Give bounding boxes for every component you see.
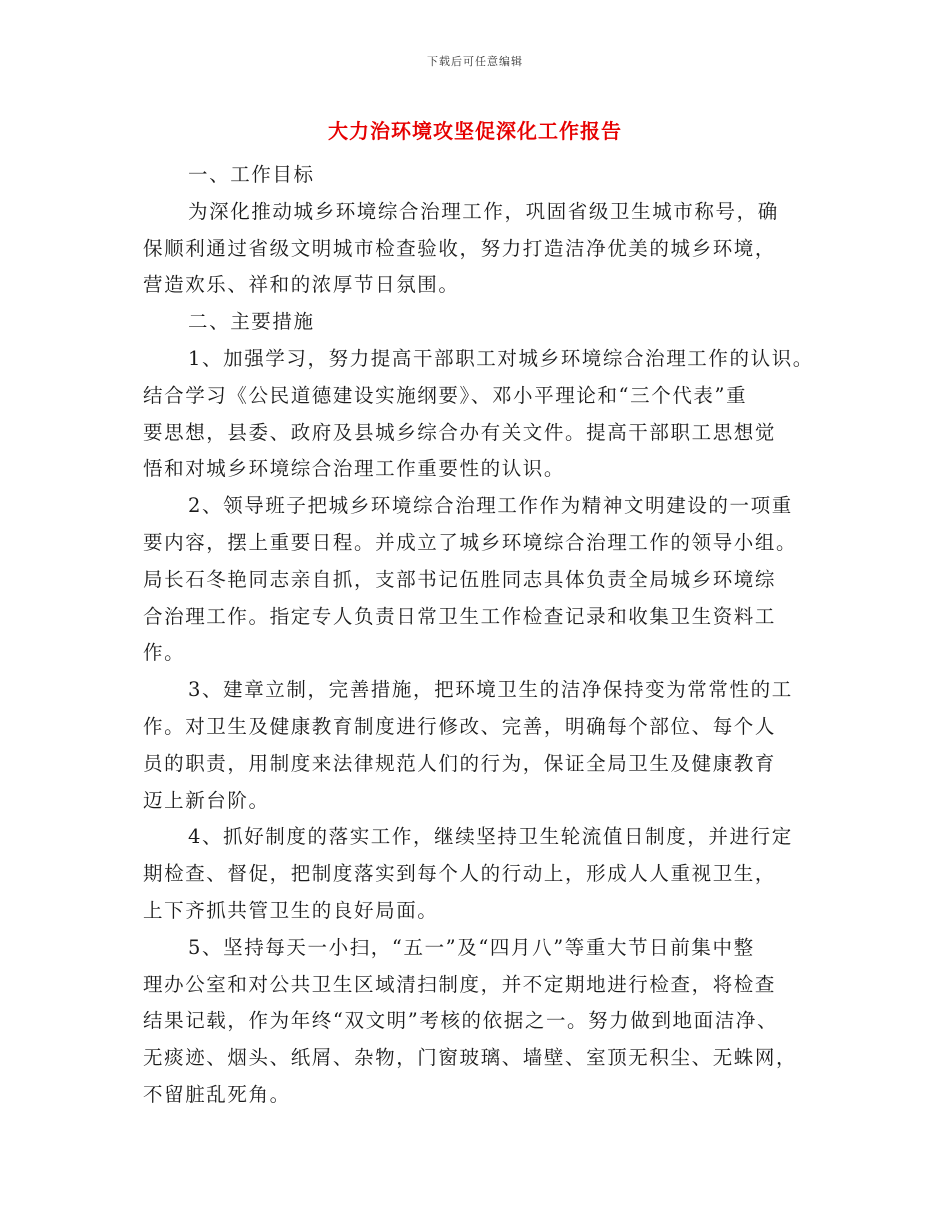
text-line: 二、主要措施 xyxy=(188,310,315,334)
text-line: 2、领导班子把城乡环境综合治理工作作为精神文明建设的一项重 xyxy=(188,494,793,518)
document-title: 大力治环境攻坚促深化工作报告 xyxy=(328,119,622,143)
text-line: 局长石冬艳同志亲自抓，支部书记伍胜同志具体负责全局城乡环境综 xyxy=(143,567,777,591)
text-line: 迈上新台阶。 xyxy=(143,788,270,812)
page-header-note: 下载后可任意编辑 xyxy=(427,55,523,68)
text-line: 员的职责，用制度来法律规范人们的行为，保证全局卫生及健康教育 xyxy=(143,751,777,775)
text-line: 5、坚持每天一小扫，“五一”及“四月八”等重大节日前集中整 xyxy=(188,935,755,959)
text-line: 不留脏乱死角。 xyxy=(143,1082,291,1106)
text-line: 一、工作目标 xyxy=(188,163,315,186)
text-line: 上下齐抓共管卫生的良好局面。 xyxy=(143,898,439,922)
text-line: 悟和对城乡环境综合治理工作重要性的认识。 xyxy=(143,457,566,481)
text-line: 保顺利通过省级文明城市检查验收，努力打造洁净优美的城乡环境， xyxy=(143,236,777,260)
text-line: 1、加强学习，努力提高干部职工对城乡环境综合治理工作的认识。 xyxy=(188,346,814,370)
text-line: 结合学习《公民道德建设实施纲要》、邓小平理论和“三个代表”重 xyxy=(143,383,748,407)
text-line: 理办公室和对公共卫生区域清扫制度，并不定期地进行检查，将检查 xyxy=(143,972,777,996)
text-line: 作。 xyxy=(143,641,186,665)
text-line: 期检查、督促，把制度落实到每个人的行动上，形成人人重视卫生， xyxy=(143,862,777,886)
text-line: 要思想，县委、政府及县城乡综合办有关文件。提高干部职工思想觉 xyxy=(143,420,777,444)
text-line: 要内容，摆上重要日程。并成立了城乡环境综合治理工作的领导小组。 xyxy=(143,530,798,554)
text-line: 3、建章立制，完善措施，把环境卫生的洁净保持变为常常性的工 xyxy=(188,678,793,702)
document-body xyxy=(143,157,823,1114)
text-line: 作。对卫生及健康教育制度进行修改、完善，明确每个部位、每个人 xyxy=(143,714,777,738)
text-line: 合治理工作。指定专人负责日常卫生工作检查记录和收集卫生资料工 xyxy=(143,604,777,628)
text-line: 无痰迹、烟头、纸屑、杂物，门窗玻璃、墙壁、室顶无积尘、无蛛网， xyxy=(143,1046,798,1070)
text-line: 4、抓好制度的落实工作，继续坚持卫生轮流值日制度，并进行定 xyxy=(188,825,793,849)
text-line: 营造欢乐、祥和的浓厚节日氛围。 xyxy=(143,273,460,297)
text-line: 为深化推动城乡环境综合治理工作，巩固省级卫生城市称号，确 xyxy=(188,199,779,223)
text-line: 结果记载，作为年终“双文明”考核的依据之一。努力做到地面洁净、 xyxy=(143,1009,779,1033)
